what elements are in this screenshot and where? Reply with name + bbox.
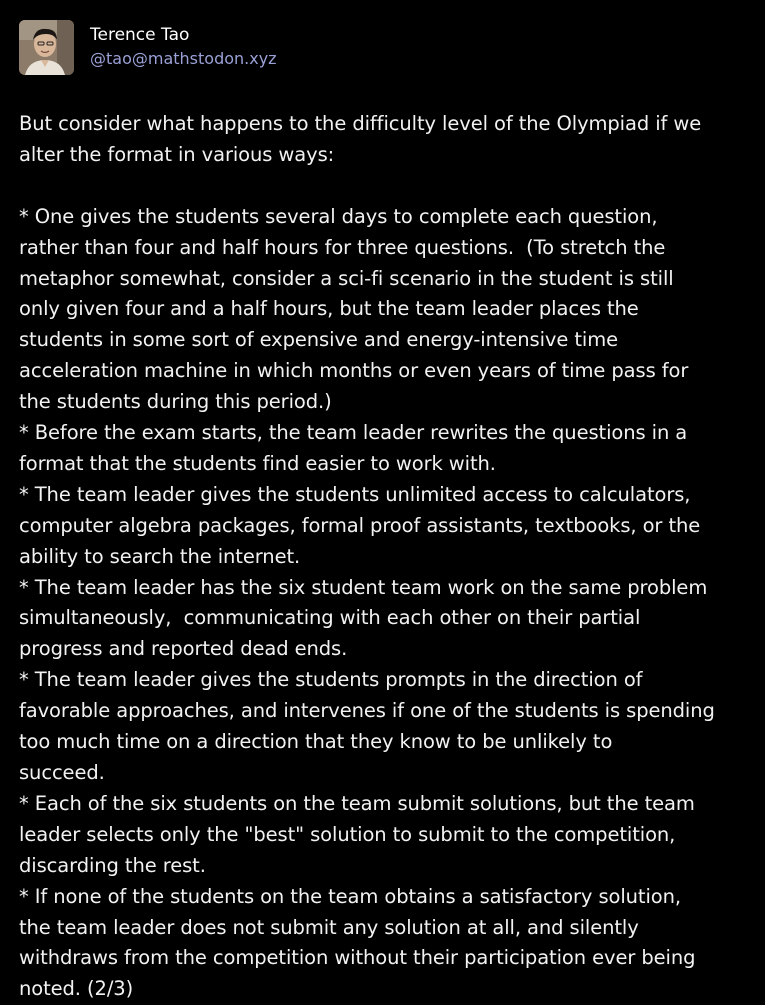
post-text-line: * One gives the students several days to complete each question,: [19, 204, 658, 228]
post-text-line: progress and reported dead ends.: [19, 637, 348, 661]
post-text-line: computer algebra packages, formal proof assistants, textbooks, or the: [19, 513, 701, 537]
post-text-line: noted. (2/3): [19, 977, 134, 1001]
author-names: [90, 23, 277, 71]
post-text-line: format that the students find easier to work with.: [19, 451, 496, 475]
author-handle[interactable]: @tao@mathstodon.xyz: [90, 49, 277, 68]
post-text-line: * If none of the students on the team obtains a satisfactory solution,: [19, 884, 681, 908]
paragraph-gap: [19, 171, 751, 202]
author-display-name[interactable]: Terence Tao: [90, 25, 190, 45]
author-avatar[interactable]: [19, 20, 74, 75]
post-text-line: alter the format in various ways:: [19, 142, 335, 166]
post-text-line: * The team leader gives the students unlimited access to calculators,: [19, 482, 691, 506]
post-text-line: only given four and a half hours, but the team leader places the: [19, 297, 639, 321]
post-text-line: acceleration machine in which months or even years of time pass for: [19, 359, 689, 383]
post-text-line: But consider what happens to the difficulty level of the Olympiad if we: [19, 112, 702, 135]
post-text-line: the team leader does not submit any solution at all, and silently: [19, 915, 639, 939]
post-header: [19, 14, 751, 80]
post-text-line: withdraws from the competition without their participation ever being: [19, 946, 696, 970]
profile-photo-icon: [19, 20, 74, 75]
post-text-line: succeed.: [19, 761, 105, 785]
post-text-line: favorable approaches, and intervenes if one of the students is spending: [19, 699, 715, 723]
post-text-line: metaphor somewhat, consider a sci-fi scenario in the student is still: [19, 266, 674, 290]
post-text-line: the students during this period.): [19, 390, 332, 414]
post-text-line: leader selects only the "best" solution to submit to the competition,: [19, 822, 676, 846]
post-body: [19, 202, 751, 1005]
post-text-line: * The team leader has the six student team work on the same problem: [19, 575, 708, 599]
post-text-line: too much time on a direction that they know to be unlikely to: [19, 730, 613, 754]
post-text-line: * Each of the six students on the team submit solutions, but the team: [19, 791, 695, 815]
post-text-line: rather than four and half hours for three questions. (To stretch the: [19, 235, 666, 259]
post-text-line: simultaneously, communicating with each other on their partial: [19, 606, 641, 630]
post-text-line: * Before the exam starts, the team leader rewrites the questions in a: [19, 421, 688, 445]
post-text-line: discarding the rest.: [19, 853, 206, 877]
post-text-line: students in some sort of expensive and energy-intensive time: [19, 328, 619, 352]
post-content: [19, 109, 751, 1005]
post-text-line: * The team leader gives the students prompts in the direction of: [19, 668, 643, 692]
post-text-line: ability to search the internet.: [19, 544, 301, 568]
